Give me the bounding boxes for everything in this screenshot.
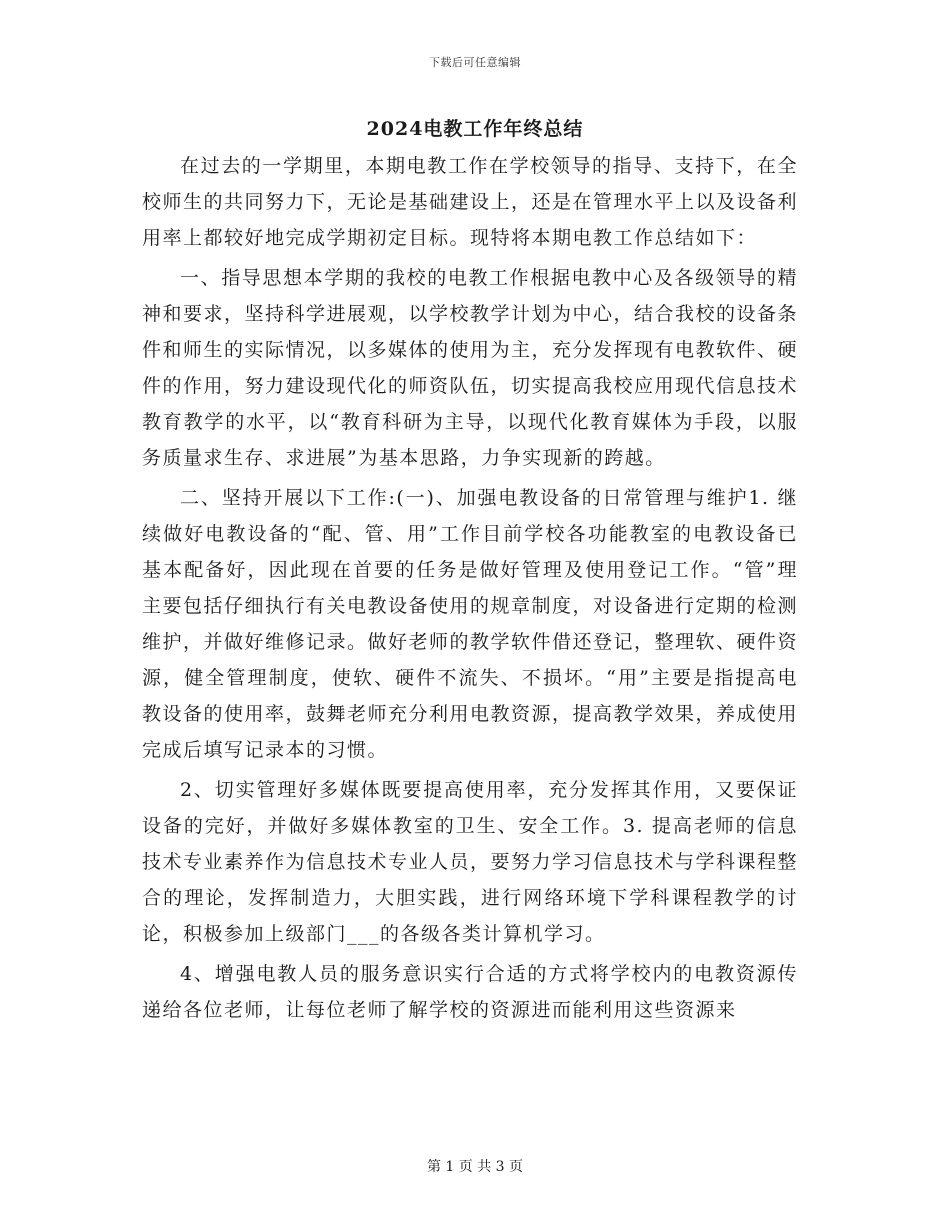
paragraph-intro: 在过去的一学期里，本期电教工作在学校领导的指导、支持下，在全校师生的共同努力下，无论是基础建设上，还是在管理水平上以及设备利用率上都较好地完成学期初定目标。现特将本期电教工作总结如下：	[142, 155, 799, 249]
document-title: 2024电教工作年终总结	[366, 118, 584, 140]
paragraph-equipment-management: 二、坚持开展以下工作:(一)、加强电教设备的日常管理与维护1. 继续做好电教设备的“配、管、用”工作目前学校各功能教室的电教设备已基本配备好，因此现在首要的任务是做好管理及使用登记工作。“管”理主要包括仔细执行有关电教设备使用的规章制度，对设备进行定期的检测维护，并做好维修记录。做好老师的教学软件借还登记，整理软、硬件资源，健全管理制度，使软、硬件不流失、不损坏。“用”主要是指提高电教设备的使用率，鼓舞老师充分利用电教资源，提高教学效果，养成使用完成后填写记录本的习惯。	[142, 487, 799, 761]
page-header-note: 下载后可任意编辑	[429, 56, 521, 69]
paragraph-multimedia-management: 2、切实管理好多媒体既要提高使用率，充分发挥其作用，又要保证设备的完好，并做好多媒体教室的卫生、安全工作。3. 提高老师的信息技术专业素养作为信息技术专业人员，要努力学习信息技术与学科课程整合的理论，发挥制造力，大胆实践，进行网络环境下学科课程教学的讨论，积极参加上级部门___的各级各类计算机学习。	[142, 779, 799, 945]
document-body	[142, 148, 798, 1028]
page-footer-number: 第 1 页 共 3 页	[426, 1159, 524, 1175]
paragraph-guiding-thought: 一、指导思想本学期的我校的电教工作根据电教中心及各级领导的精神和要求，坚持科学进展观，以学校教学计划为中心，结合我校的设备条件和师生的实际情况，以多媒体的使用为主，充分发挥现有电教软件、硬件的作用，努力建设现代化的师资队伍，切实提高我校应用现代信息技术教育教学的水平，以“教育科研为主导，以现代化教育媒体为手段，以服务质量求生存、求进展”为基本思路，力争实现新的跨越。	[142, 267, 799, 469]
paragraph-service-awareness: 4、增强电教人员的服务意识实行合适的方式将学校内的电教资源传递给各位老师，让每位老师了解学校的资源进而能利用这些资源来	[142, 963, 798, 1021]
